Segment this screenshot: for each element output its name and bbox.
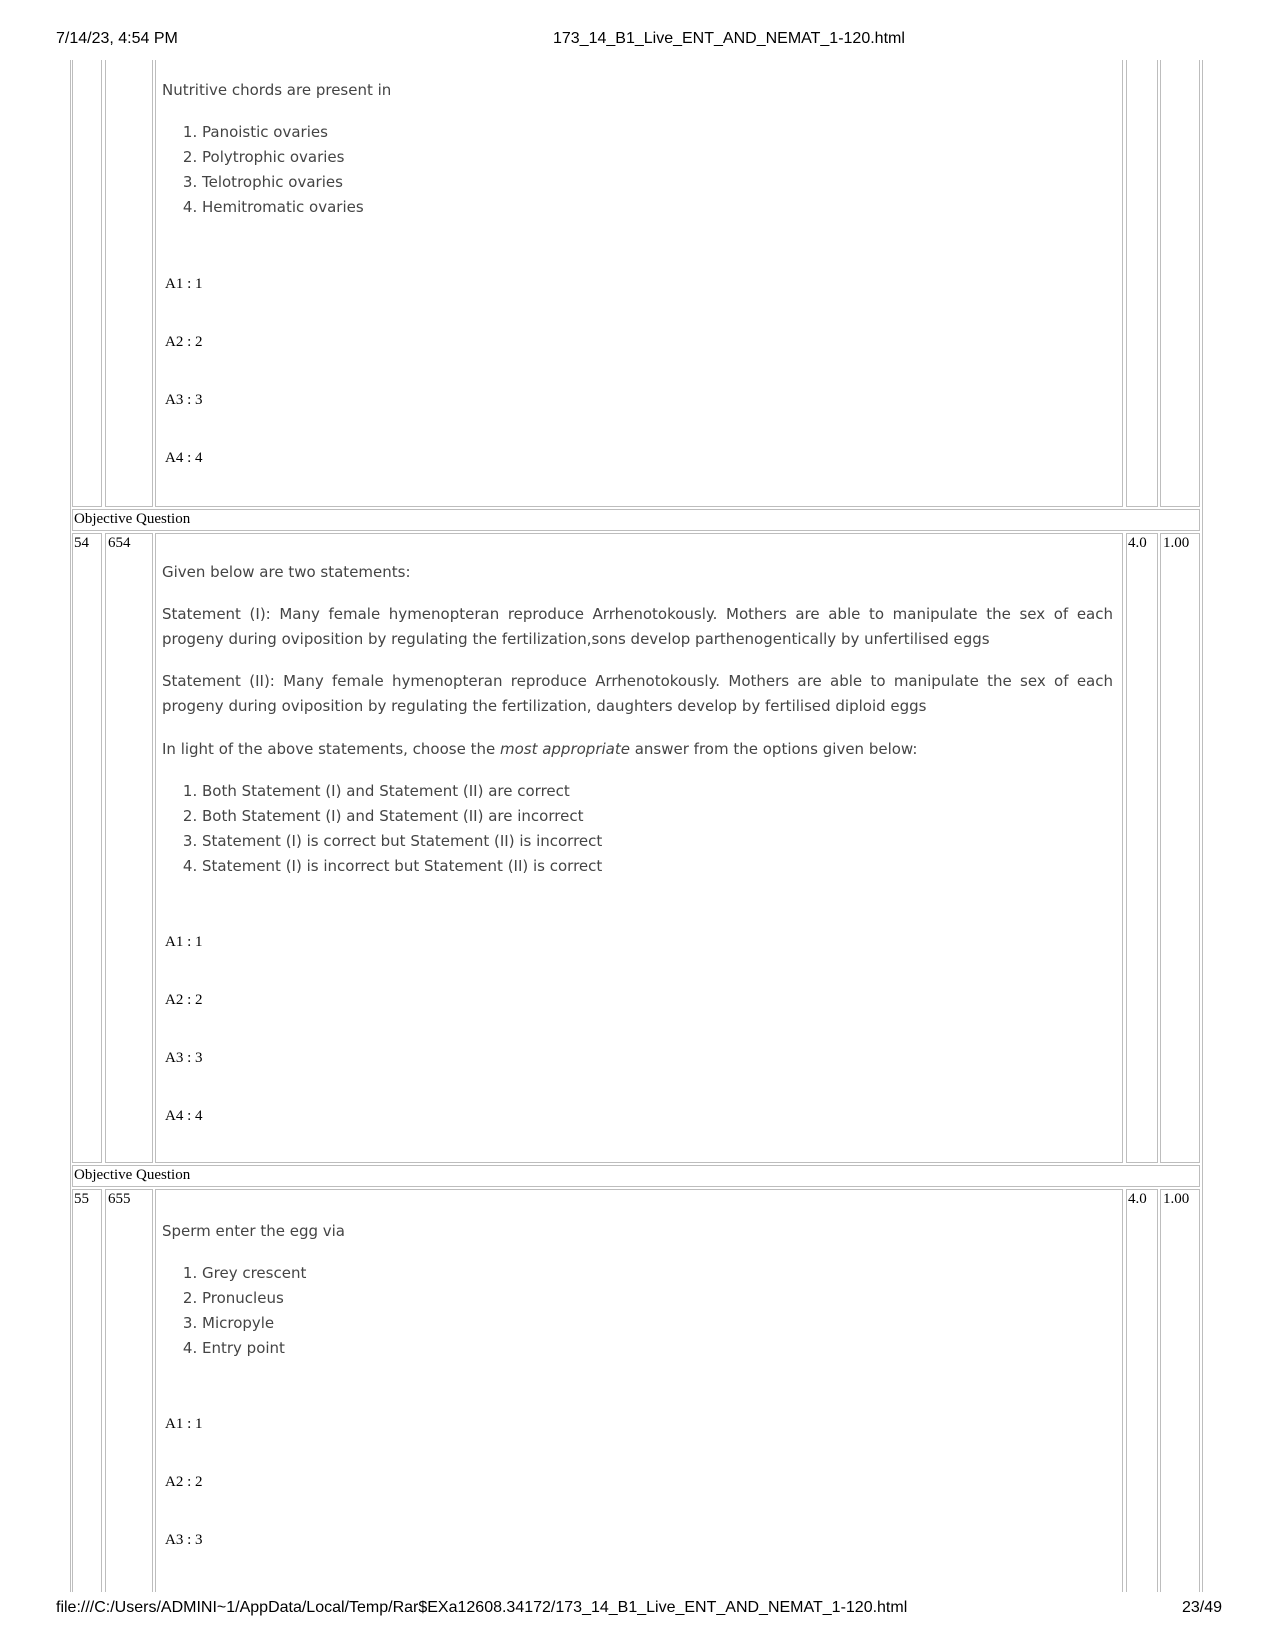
section-header-row [72, 509, 1200, 531]
row-q54-col-sno [72, 533, 102, 1163]
option-item: 4. Statement (I) is incorrect but Statement (II) is correct [202, 854, 602, 879]
page-number: 23/49 [1182, 1599, 1223, 1616]
row-q55-col-qid [105, 1189, 153, 1592]
section-header-row [72, 1165, 1200, 1187]
option-item: 1. Grey crescent [202, 1261, 306, 1286]
marks: 4.0 [1128, 535, 1147, 551]
options-list [162, 1261, 306, 1361]
option-item: 4. Hemitromatic ovaries [202, 195, 364, 220]
option-item: 3. Statement (I) is correct but Statement (II) is incorrect [202, 829, 602, 854]
serial-number: 55 [74, 1191, 89, 1207]
question-text: Nutritive chords are present in [162, 81, 392, 99]
option-item: 4. Entry point [202, 1336, 306, 1361]
answer-line: A4 : 4 [165, 1108, 203, 1124]
answer-line: A3 : 3 [165, 392, 203, 408]
answer-line: A2 : 2 [165, 992, 203, 1008]
question-text: Sperm enter the egg via [162, 1222, 345, 1240]
option-item: 2. Both Statement (I) and Statement (II) are incorrect [202, 804, 602, 829]
row-q54-col-qid [105, 533, 153, 1163]
statement-1: Statement (I): Many female hymenopteran reproduce Arrhenotokously. Mothers are able to manipulate the sex of each progeny during oviposition by regulating the fertilization,sons develop parthenogentically by unfertilised eggs [162, 605, 1113, 648]
answer-line: A2 : 2 [165, 1474, 203, 1490]
table-border [1202, 60, 1203, 1592]
options-list [162, 779, 602, 879]
row-q55-col-negative [1160, 1189, 1200, 1592]
instruction-text [162, 737, 917, 762]
negative-marks: 1.00 [1163, 1191, 1190, 1207]
serial-number: 54 [74, 535, 89, 551]
option-item: 3. Telotrophic ovaries [202, 170, 364, 195]
file-path: file:///C:/Users/ADMINI~1/AppData/Local/Temp/Rar$EXa12608.34172/173_14_B1_Live_ENT_AND_NEMAT_1-120.html [56, 1599, 908, 1616]
options-list [162, 120, 364, 220]
instruction-part: In light of the above statements, choose the [162, 740, 500, 758]
row-q55-col-sno [72, 1189, 102, 1592]
option-item: 2. Polytrophic ovaries [202, 145, 364, 170]
option-item: 1. Both Statement (I) and Statement (II) are correct [202, 779, 602, 804]
negative-marks: 1.00 [1163, 535, 1190, 551]
question-id: 655 [108, 1191, 131, 1207]
answer-line: A1 : 1 [165, 1416, 203, 1432]
print-datetime: 7/14/23, 4:54 PM [56, 30, 178, 47]
marks: 4.0 [1128, 1191, 1147, 1207]
row-q54-col-marks [1126, 533, 1158, 1163]
section-label: Objective Question [74, 1167, 191, 1183]
row-q53-col-sno [72, 60, 102, 507]
instruction-part: answer from the options given below: [629, 740, 918, 758]
row-q55-question-cell [155, 1189, 1123, 1592]
section-label: Objective Question [74, 511, 191, 527]
row-q53-col-marks [1126, 60, 1158, 507]
row-q53-col-negative [1160, 60, 1200, 507]
row-q53-col-qid [105, 60, 153, 507]
answer-line: A1 : 1 [165, 276, 203, 292]
answer-line: A3 : 3 [165, 1050, 203, 1066]
question-intro: Given below are two statements: [162, 563, 411, 581]
option-item: 1. Panoistic ovaries [202, 120, 364, 145]
option-item: 3. Micropyle [202, 1311, 306, 1336]
table-border [70, 60, 71, 1592]
question-id: 654 [108, 535, 131, 551]
option-item: 2. Pronucleus [202, 1286, 306, 1311]
answer-line: A1 : 1 [165, 934, 203, 950]
document-title: 173_14_B1_Live_ENT_AND_NEMAT_1-120.html [553, 30, 905, 47]
answer-line: A4 : 4 [165, 450, 203, 466]
answer-line: A2 : 2 [165, 334, 203, 350]
instruction-emphasis: most appropriate [499, 740, 630, 758]
row-q54-col-negative [1160, 533, 1200, 1163]
answer-line: A3 : 3 [165, 1532, 203, 1548]
statement-2: Statement (II): Many female hymenopteran reproduce Arrhenotokously. Mothers are able to manipulate the sex of each progeny during oviposition by regulating the fertilization, daughters develop by fertilised diploid eggs [162, 672, 1113, 715]
row-q55-col-marks [1126, 1189, 1158, 1592]
